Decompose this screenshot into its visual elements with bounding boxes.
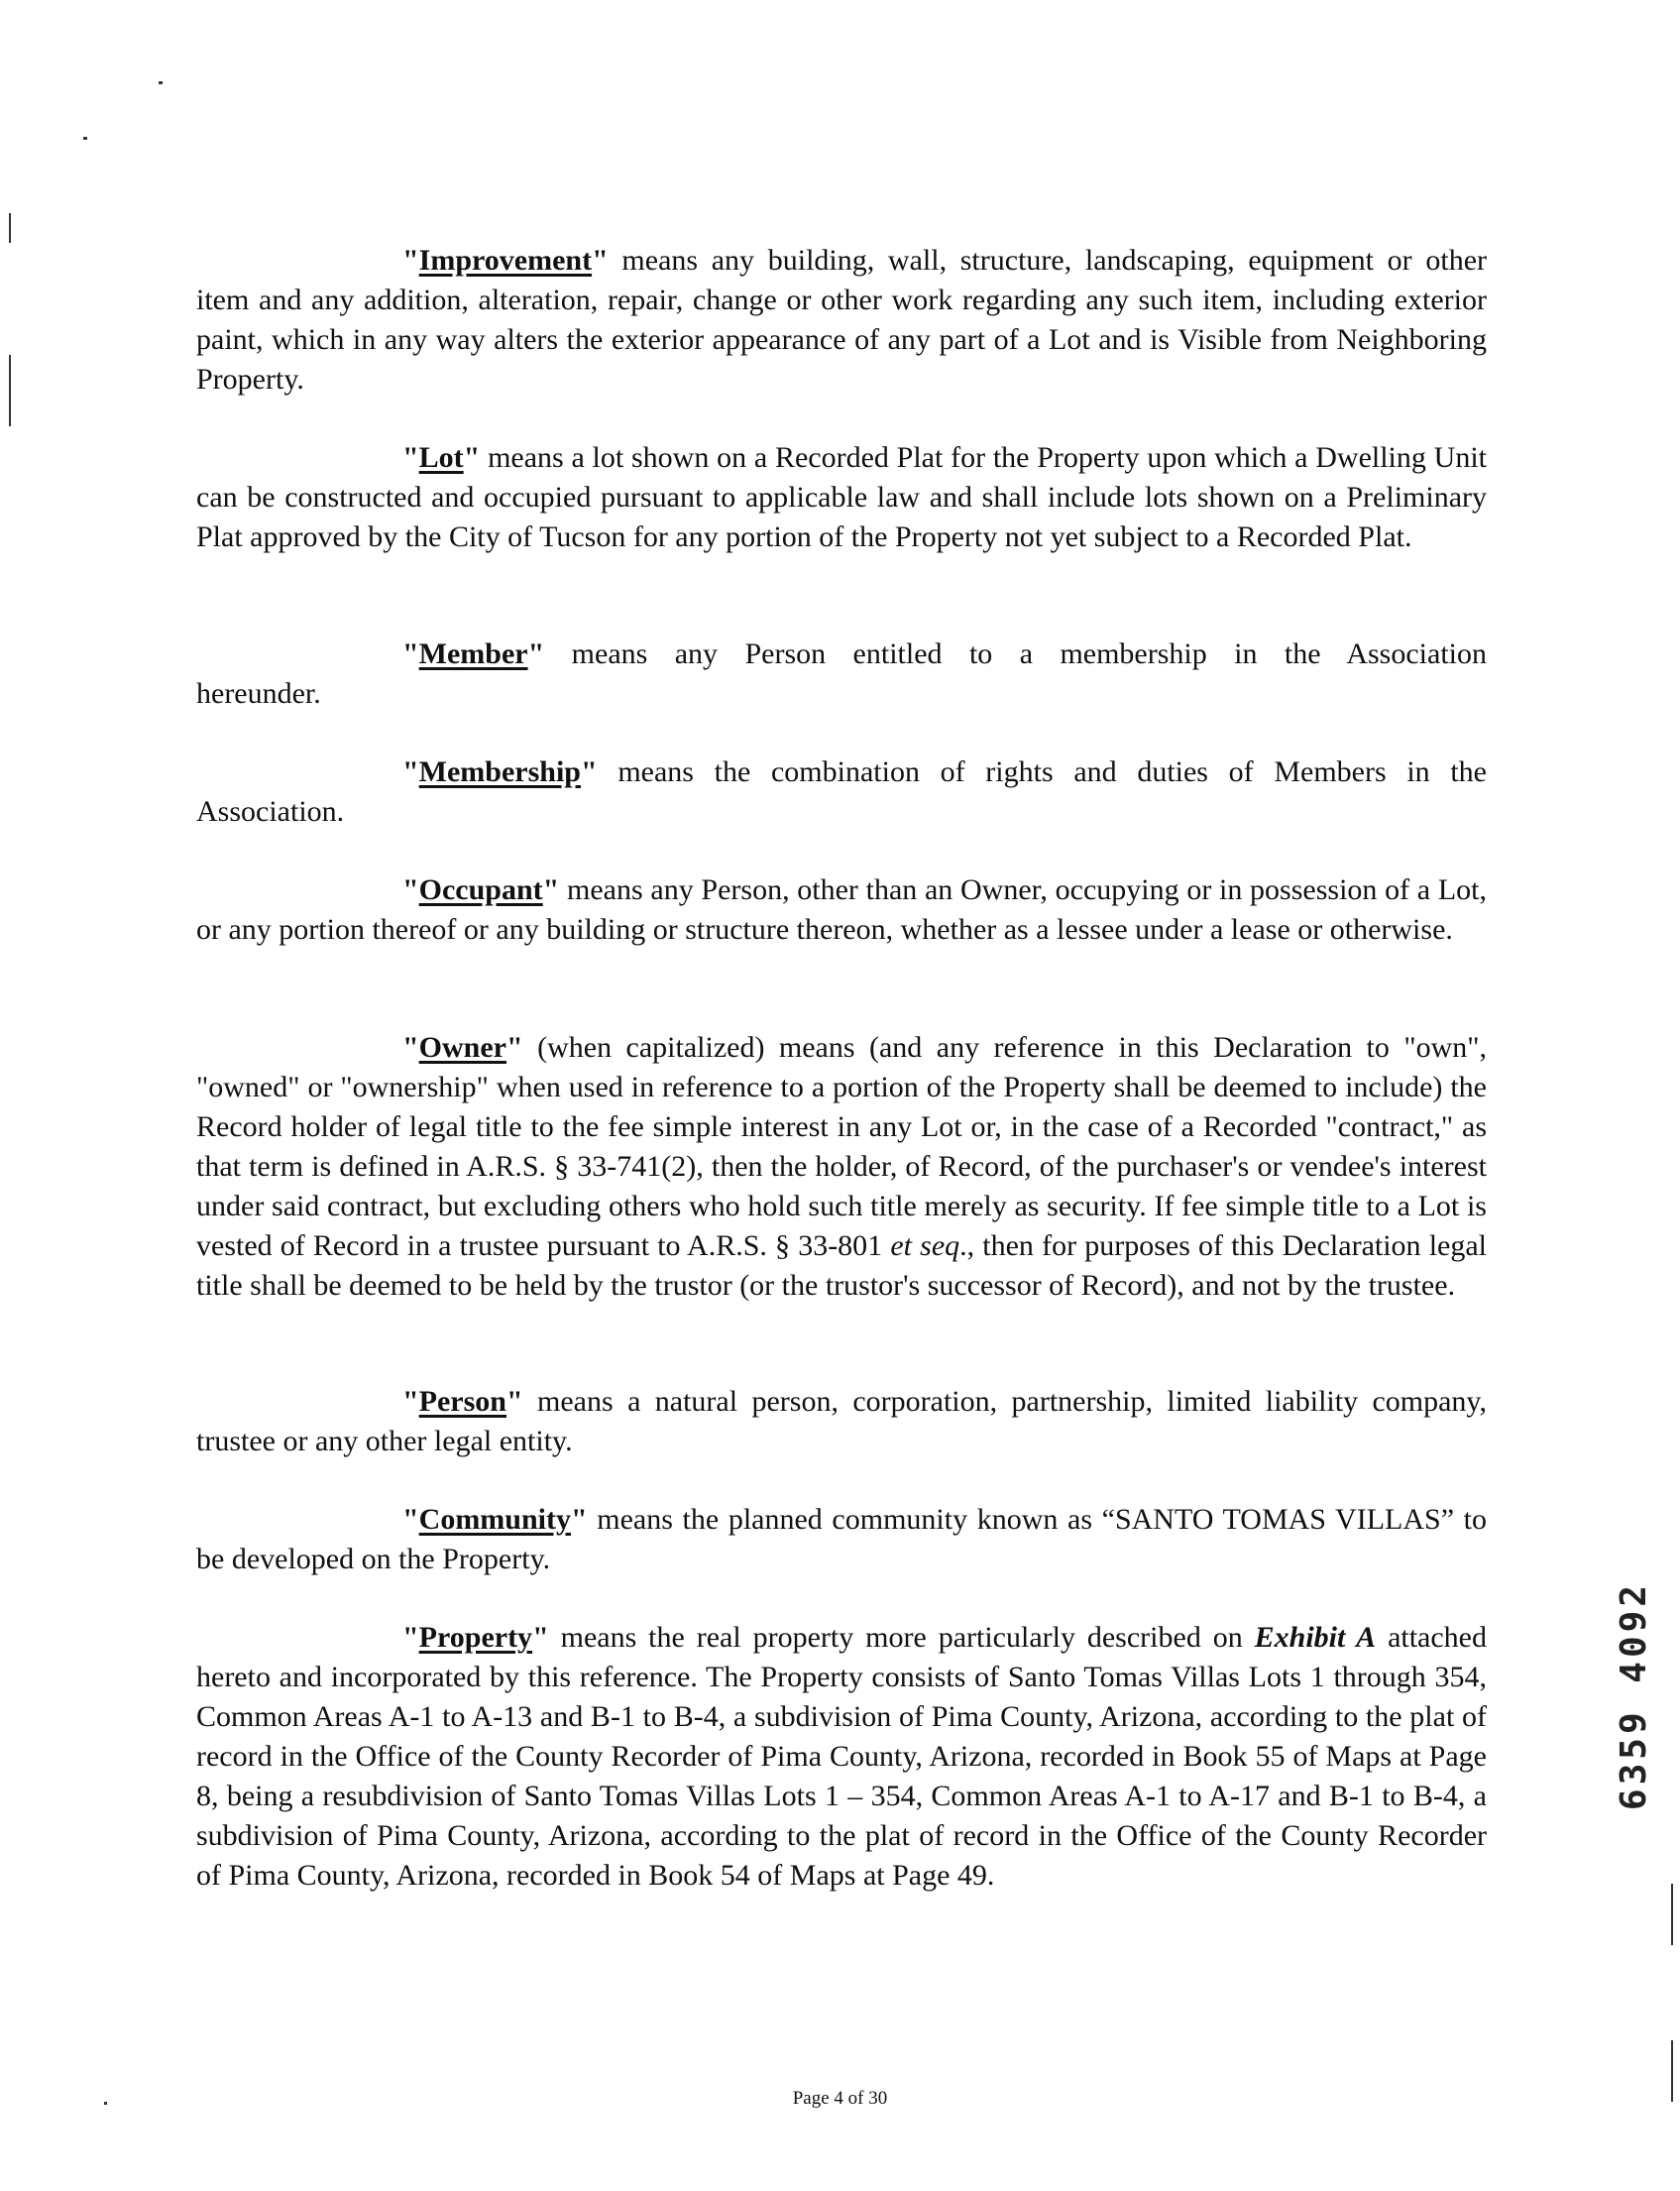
definition-property: "Property" means the real property more particularly described on Exhibit A attached hereto and incorporated by this reference. The Property consists of Santo Tomas Villas Lots 1 through 354, Common Areas A-1 to A-13 and B-1 to B-4, a subdivision of Pima County, Arizona, according to the plat of record in the Office of the County Recorder of Pima County, Arizona, recorded in Book 55 of Maps at Page 8, being a resubdivision of Santo Tomas Villas Lots 1 – 354, Common Areas A-1 to A-17 and B-1 to B-4, a subdivision of Pima County, Arizona, according to the plat of record in the Office of the County Recorder of Pima County, Arizona, recorded in Book 54 of Maps at Page 49. [196,1621,1487,1892]
recording-stamp: 6359 4092 [1614,1581,1654,1811]
term-owner: "Owner" [402,1031,523,1064]
term-community: "Community" [402,1503,588,1536]
term-improvement: "Improvement" [402,244,609,277]
definition-member: "Member" means any Person entitled to a membership in the Association hereunder. [196,637,1487,710]
definition-lot: "Lot" means a lot shown on a Recorded Plat for the Property upon which a Dwelling Unit can be constructed and occupied pursuant to applicable law and shall include lots shown on a Preliminary Plat approved by the City of Tucson for any portion of the Property not yet subject to a Recorded Plat. [196,441,1487,553]
scan-mark [1671,2040,1673,2102]
term-person: "Person" [402,1385,523,1418]
scan-mark [1671,1884,1673,1945]
definition-person: "Person" means a natural person, corporation, partnership, limited liability company, trustee or any other legal entity. [196,1385,1487,1457]
term-property: "Property" [402,1621,549,1654]
scan-speck [159,81,163,84]
term-occupant: "Occupant" [402,873,560,906]
scan-speck [83,137,87,140]
scan-mark [9,213,11,243]
term-member: "Member" [402,637,545,670]
scan-speck [104,2102,107,2105]
definition-membership: "Membership" means the combination of rights and duties of Members in the Association. [196,755,1487,828]
definition-occupant: "Occupant" means any Person, other than an Owner, occupying or in possession of a Lot, or any portion thereof or any building or structure thereon, whether as a lessee under a lease or otherwise. [196,873,1487,946]
scan-mark [9,355,11,426]
page-number: Page 4 of 30 [792,2088,888,2109]
definition-owner: "Owner" (when capitalized) means (and any reference in this Declaration to "own", "owned" or "ownership" when used in reference to a portion of the Property shall be deemed to include) the Record holder of legal title to the fee simple interest in any Lot or, in the case of a Recorded "contract," as that term is defined in A.R.S. § 33-741(2), then the holder, of Record, of the purchaser's or vendee's interest under said contract, but excluding others who hold such title merely as security. If fee simple title to a Lot is vested of Record in a trustee pursuant to A.R.S. § 33-801 et seq., then for purposes of this Declaration legal title shall be deemed to be held by the trustor (or the trustor's successor of Record), and not by the trustee. [196,1031,1488,1302]
definition-community: "Community" means the planned community known as “SANTO TOMAS VILLAS” to be developed on the Property. [196,1503,1487,1575]
term-lot: "Lot" [402,441,481,474]
term-membership: "Membership" [402,755,598,788]
definition-improvement: "Improvement" means any building, wall, structure, landscaping, equipment or other item and any addition, alteration, repair, change or other work regarding any such item, including exterior paint, which in any way alters the exterior appearance of any part of a Lot and is Visible from Neighboring Property. [196,244,1487,396]
